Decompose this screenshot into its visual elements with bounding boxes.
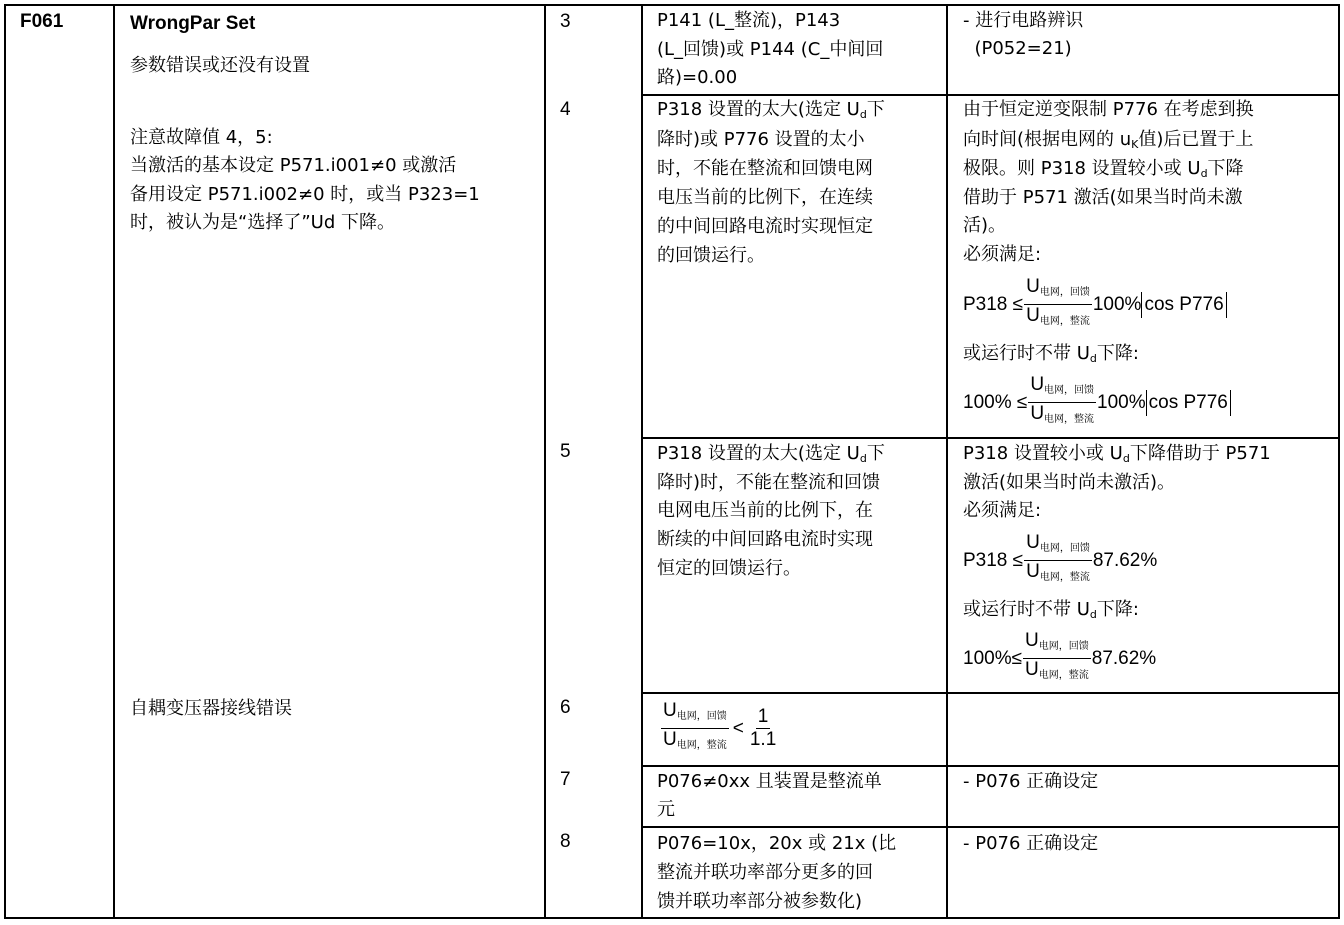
action-text: 激活(如果当时尚未激活)。 <box>963 472 1176 493</box>
fault-value: 5 <box>560 441 571 462</box>
cause-text: 的回馈运行。 <box>657 245 765 266</box>
fault-desc: 参数错误或还没有设置 <box>130 55 310 76</box>
cause-text: 元 <box>657 799 675 820</box>
cause-text: 时，不能在整流和回馈电网 <box>657 158 873 179</box>
action-text: 必须满足: <box>963 244 1042 265</box>
formula-ratio: $\frac{U_{电网,回馈}}{U_{电网,整流}}$ < $\frac{1}{1.1}$ <box>663 700 777 751</box>
cause-text: 恒定的回馈运行。 <box>657 558 801 579</box>
formula-condition-1: P318 ≤ $\frac{U_{电网,回馈}}{U_{电网,整流}}$ 100% cos P776 <box>963 276 1227 333</box>
action-text: P318 设置较小或 $U_d$下降借助于 P571 <box>963 443 1271 465</box>
note-line-4: 时，被认为是“选择了”Ud 下降。 <box>130 212 395 233</box>
fault-value: 4 <box>560 99 571 120</box>
cause-text: P076≠0xx 且装置是整流单 <box>657 771 882 792</box>
action-text: - P076 正确设定 <box>963 833 1099 854</box>
note-line-3: 备用设定 P571.i002≠0 时，或当 P323=1 <box>130 184 480 205</box>
action-text: 借助于 P571 激活(如果当时尚未激 <box>963 187 1243 208</box>
action-text: 必须满足: <box>963 500 1042 521</box>
cause-text: 馈并联功率部分被参数化) <box>657 891 863 912</box>
fault-value: 6 <box>560 697 571 718</box>
action-text: (P052=21) <box>963 38 1072 59</box>
cause-text: 的中间回路电流时实现恒定 <box>657 216 873 237</box>
action-text: 向时间(根据电网的 $u_K$值)后已置于上 <box>963 129 1254 151</box>
cause-text: 降时)时，不能在整流和回馈 <box>657 472 881 493</box>
action-text: 由于恒定逆变限制 P776 在考虑到换 <box>963 99 1254 120</box>
cause-text: P318 设置的太大(选定 $U_d$下 <box>657 443 885 465</box>
formula-condition-2: 100%≤ $\frac{U_{电网,回馈}}{U_{电网,整流}}$ 87.62% <box>963 630 1157 681</box>
fault-value: 8 <box>560 831 571 852</box>
cause-text: 路)=0.00 <box>657 67 738 88</box>
formula-condition-1: P318 ≤ $\frac{U_{电网,回馈}}{U_{电网,整流}}$ 87.62% <box>963 532 1158 583</box>
action-text: 极限。则 P318 设置较小或 $U_d$下降 <box>963 158 1244 180</box>
note-line-1: 注意故障值 4，5: <box>130 127 273 148</box>
cause-text: 整流并联功率部分更多的回 <box>657 862 873 883</box>
formula-condition-2: 100% ≤ $\frac{U_{电网,回馈}}{U_{电网,整流}}$ 100% cos P776 <box>963 374 1231 431</box>
cause-text: 电网电压当前的比例下，在 <box>657 500 873 521</box>
action-text: 或运行时不带 $U_d$下降: <box>963 343 1139 365</box>
action-text: 活)。 <box>963 215 1007 236</box>
action-text: 或运行时不带 $U_d$下降: <box>963 599 1139 621</box>
wiring-error: 自耦变压器接线错误 <box>130 698 292 719</box>
fault-value: 7 <box>560 769 571 790</box>
cause-text: P318 设置的太大(选定 $U_d$下 <box>657 99 885 121</box>
cause-text: 断续的中间回路电流时实现 <box>657 529 873 550</box>
action-text: - 进行电路辨识 <box>963 10 1084 31</box>
cause-text: (L_回馈)或 P144 (C_中间回 <box>657 39 884 60</box>
action-text: - P076 正确设定 <box>963 771 1099 792</box>
cause-text: 降时)或 P776 设置的太小 <box>657 129 865 150</box>
fault-value: 3 <box>560 11 571 32</box>
cause-text: P076=10x，20x 或 21x (比 <box>657 833 897 854</box>
cause-text: P141 (L_整流)，P143 <box>657 10 841 31</box>
fault-code: F061 <box>20 11 64 32</box>
note-line-2: 当激活的基本设定 P571.i001≠0 或激活 <box>130 155 457 176</box>
cause-text: 电压当前的比例下，在连续 <box>657 187 873 208</box>
fault-name: WrongPar Set <box>130 13 256 34</box>
